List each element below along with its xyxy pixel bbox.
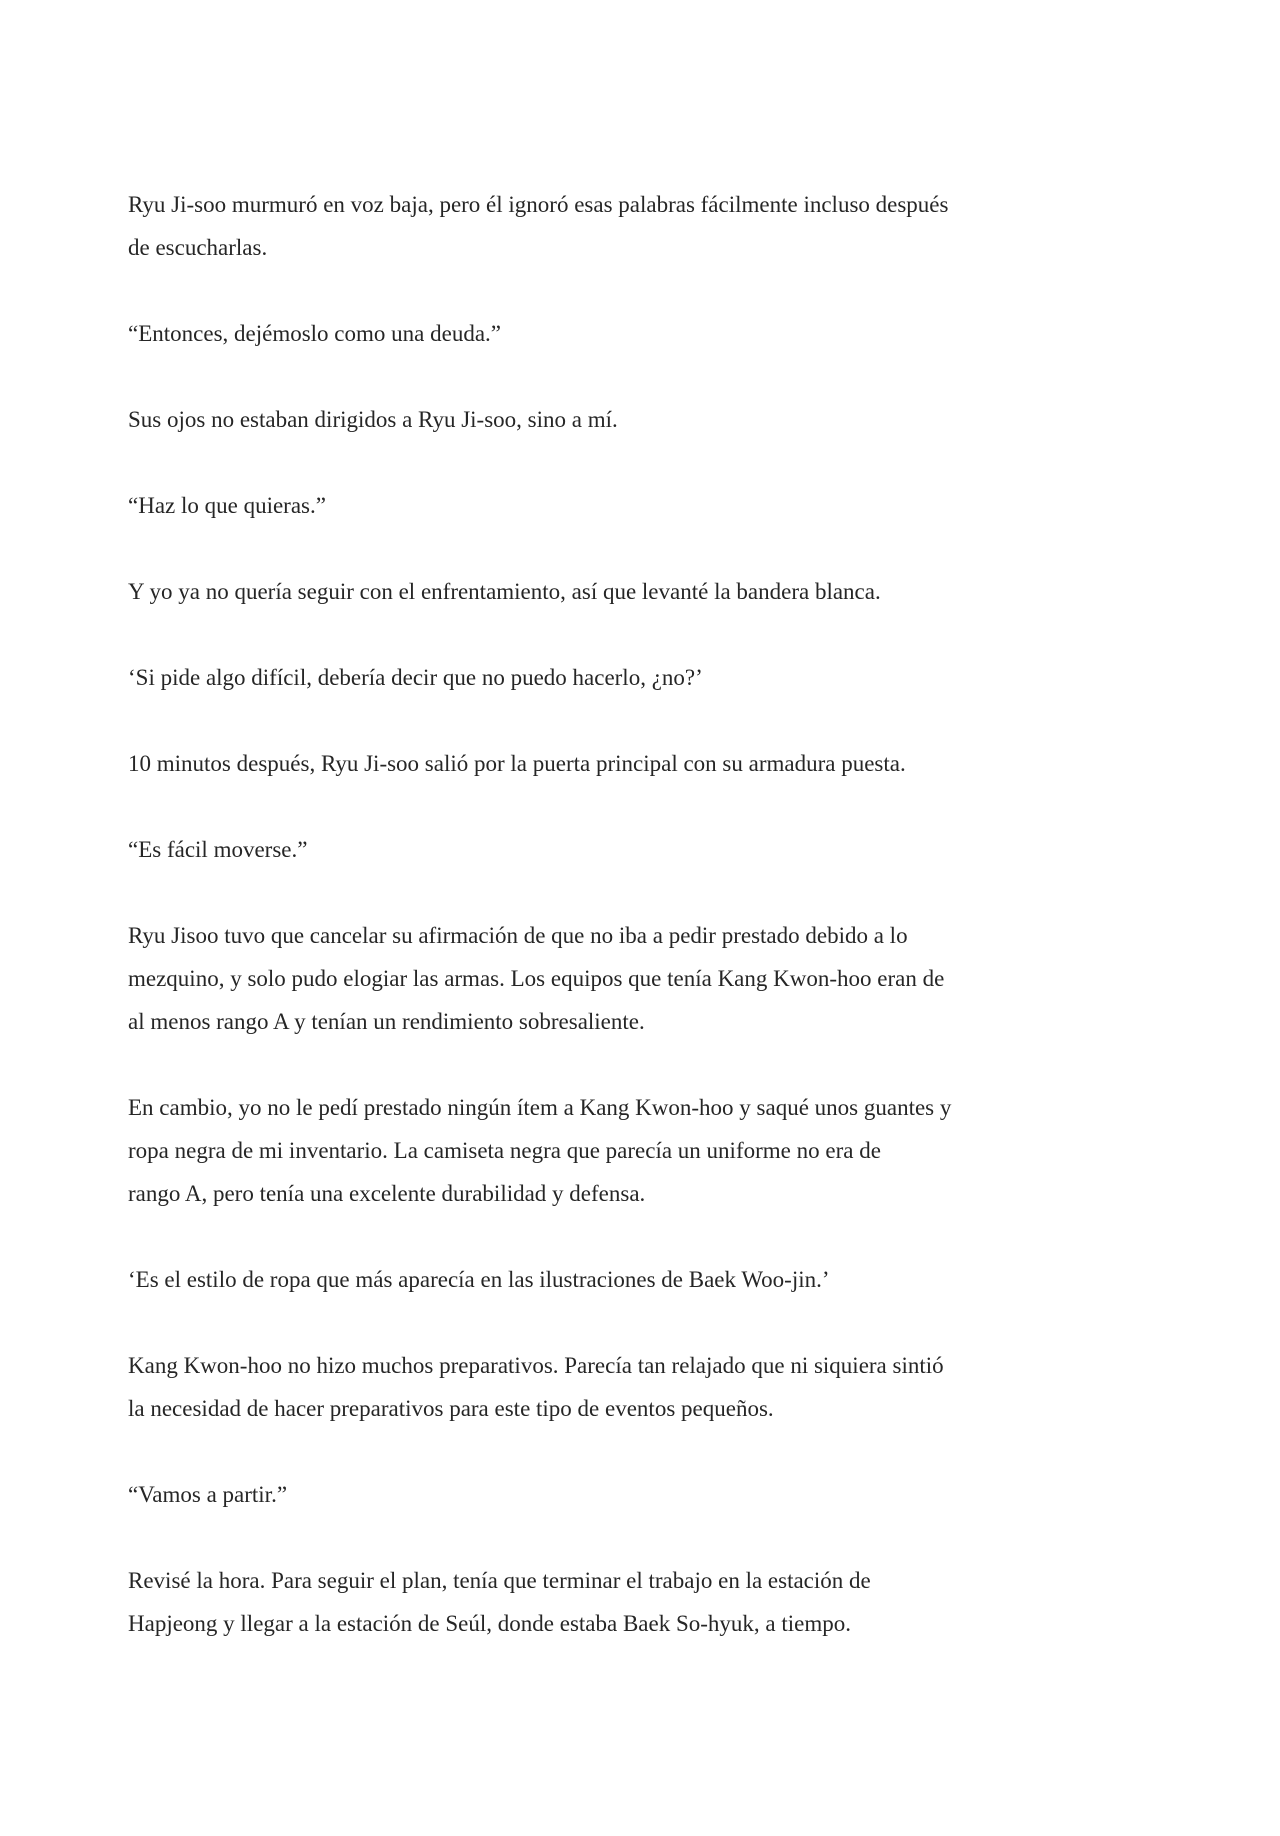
text-line: Sus ojos no estaban dirigidos a Ryu Ji-soo, sino a mí. bbox=[128, 407, 618, 432]
text-line: ‘Es el estilo de ropa que más aparecía en las ilustraciones de Baek Woo-jin.’ bbox=[128, 1267, 830, 1292]
paragraph bbox=[128, 1258, 1168, 1301]
paragraph bbox=[128, 1344, 1168, 1430]
text-line: ‘Si pide algo difícil, debería decir que no puedo hacerlo, ¿no?’ bbox=[128, 665, 703, 690]
text-line: ropa negra de mi inventario. La camiseta negra que parecía un uniforme no era de bbox=[128, 1138, 881, 1163]
text-line: Ryu Ji-soo murmuró en voz baja, pero él ignoró esas palabras fácilmente incluso después bbox=[128, 192, 949, 217]
paragraph bbox=[128, 1473, 1168, 1516]
text-line: Revisé la hora. Para seguir el plan, tenía que terminar el trabajo en la estación de bbox=[128, 1568, 871, 1593]
text-line: “Entonces, dejémoslo como una deuda.” bbox=[128, 321, 501, 346]
text-line: Ryu Jisoo tuvo que cancelar su afirmación de que no iba a pedir prestado debido a lo bbox=[128, 923, 908, 948]
text-line: Kang Kwon-hoo no hizo muchos preparativos. Parecía tan relajado que ni siquiera sintió bbox=[128, 1353, 944, 1378]
paragraph bbox=[128, 1559, 1168, 1645]
paragraph bbox=[128, 656, 1168, 699]
paragraph bbox=[128, 570, 1168, 613]
paragraph bbox=[128, 828, 1168, 871]
text-line: al menos rango A y tenían un rendimiento sobresaliente. bbox=[128, 1009, 645, 1034]
text-line: “Es fácil moverse.” bbox=[128, 837, 308, 862]
paragraph bbox=[128, 183, 1168, 269]
text-line: la necesidad de hacer preparativos para este tipo de eventos pequeños. bbox=[128, 1396, 774, 1421]
paragraph bbox=[128, 914, 1168, 1043]
text-line: Y yo ya no quería seguir con el enfrentamiento, así que levanté la bandera blanca. bbox=[128, 579, 881, 604]
text-line: mezquino, y solo pudo elogiar las armas. Los equipos que tenía Kang Kwon-hoo eran de bbox=[128, 966, 945, 991]
paragraph bbox=[128, 484, 1168, 527]
document-page bbox=[128, 183, 1168, 1688]
text-line: Hapjeong y llegar a la estación de Seúl, donde estaba Baek So-hyuk, a tiempo. bbox=[128, 1611, 852, 1636]
text-line: En cambio, yo no le pedí prestado ningún ítem a Kang Kwon-hoo y saqué unos guantes y bbox=[128, 1095, 952, 1120]
paragraph bbox=[128, 312, 1168, 355]
paragraph bbox=[128, 742, 1168, 785]
text-line: 10 minutos después, Ryu Ji-soo salió por la puerta principal con su armadura puesta. bbox=[128, 751, 906, 776]
text-line: de escucharlas. bbox=[128, 235, 268, 260]
text-line: “Haz lo que quieras.” bbox=[128, 493, 326, 518]
paragraph bbox=[128, 1086, 1168, 1215]
text-line: rango A, pero tenía una excelente durabilidad y defensa. bbox=[128, 1181, 646, 1206]
paragraph bbox=[128, 398, 1168, 441]
text-line: “Vamos a partir.” bbox=[128, 1482, 288, 1507]
